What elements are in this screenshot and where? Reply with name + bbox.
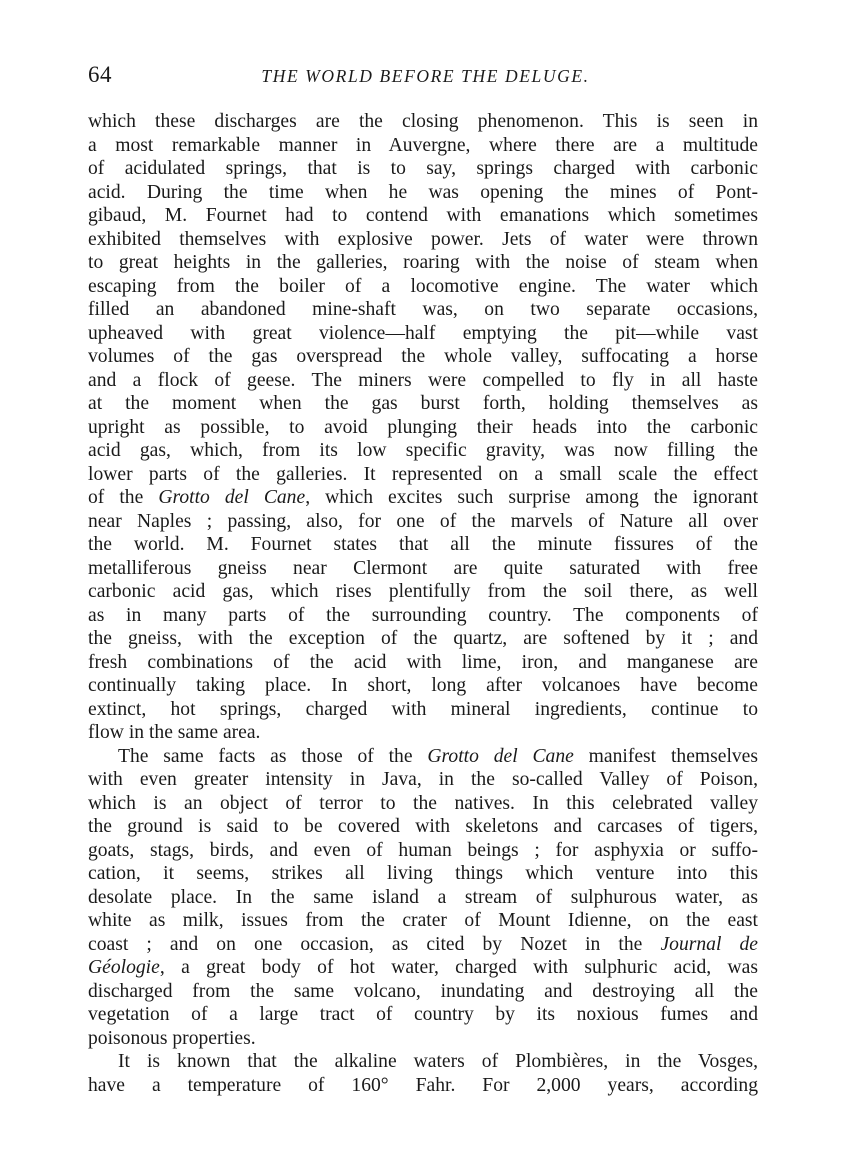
text-line: It is known that the alkaline waters of Plombières, in the Vosges, — [118, 1051, 758, 1072]
text-line: desolate place. In the same island a stream of sulphurous water, as — [88, 886, 758, 908]
text-line: carbonic acid gas, which rises plentifully from the soil there, as well — [88, 581, 758, 602]
text-line: continually taking place. In short, long after volcanoes have become — [88, 675, 758, 696]
running-head — [88, 62, 763, 92]
text-line: coast ; and on one occasion, as cited by Nozet in the Journal de — [88, 933, 758, 955]
text-line: fresh combinations of the acid with lime, iron, and manganese are — [88, 651, 758, 673]
text-line: acid. During the time when he was opening the mines of Pont- — [88, 181, 758, 203]
text-line: The same facts as those of the Grotto del Cane manifest themselves — [118, 745, 759, 767]
text-line: which is an object of terror to the natives. In this celebrated valley — [88, 792, 758, 814]
text-line: extinct, hot springs, charged with mineral ingredients, continue to — [88, 698, 758, 720]
page-number: 64 — [88, 62, 112, 87]
text-line: poisonous properties. — [88, 1027, 256, 1049]
text-line: flow in the same area. — [88, 722, 261, 743]
text-line: and a flock of geese. The miners were compelled to fly in all haste — [88, 369, 758, 391]
text-line: lower parts of the galleries. It represented on a small scale the effect — [88, 463, 758, 485]
text-line: the gneiss, with the exception of the quartz, are softened by it ; and — [88, 628, 758, 649]
text-line: at the moment when the gas burst forth, holding themselves as — [88, 393, 758, 414]
text-line: volumes of the gas overspread the whole valley, suffocating a horse — [88, 346, 758, 367]
running-title: THE WORLD BEFORE THE DELUGE. — [261, 66, 590, 86]
text-line: cation, it seems, strikes all living things which venture into this — [88, 863, 758, 884]
text-line: to great heights in the galleries, roaring with the noise of steam when — [88, 252, 758, 273]
text-line: gibaud, M. Fournet had to contend with emanations which sometimes — [88, 205, 758, 226]
text-line: goats, stags, birds, and even of human beings ; for asphyxia or suffo- — [88, 839, 758, 861]
text-line: upright as possible, to avoid plunging their heads into the carbonic — [88, 416, 758, 438]
text-line: escaping from the boiler of a locomotive engine. The water which — [88, 275, 758, 297]
text-line: white as milk, issues from the crater of Mount Idienne, on the east — [88, 910, 758, 931]
body-text — [88, 110, 758, 1097]
text-line: of the Grotto del Cane, which excites such surprise among the ignorant — [88, 487, 759, 508]
text-line: of acidulated springs, that is to say, springs charged with carbonic — [88, 158, 758, 179]
text-line: vegetation of a large tract of country by its noxious fumes and — [88, 1004, 758, 1025]
text-line: upheaved with great violence—half emptying the pit—while vast — [88, 322, 758, 344]
text-line: metalliferous gneiss near Clermont are quite saturated with free — [88, 557, 758, 579]
text-line: which these discharges are the closing phenomenon. This is seen in — [88, 111, 758, 132]
text-line: as in many parts of the surrounding country. The components of — [88, 604, 758, 626]
text-line: discharged from the same volcano, inundating and destroying all the — [88, 980, 758, 1002]
text-line: Géologie, a great body of hot water, charged with sulphuric acid, was — [88, 957, 758, 978]
text-line: have a temperature of 160° Fahr. For 2,000 years, according — [88, 1074, 758, 1096]
text-line: acid gas, which, from its low specific gravity, was now filling the — [88, 440, 758, 461]
text-line: near Naples ; passing, also, for one of the marvels of Nature all over — [88, 510, 758, 532]
text-line: the world. M. Fournet states that all the minute fissures of the — [88, 534, 758, 555]
text-line: the ground is said to be covered with skeletons and carcases of tigers, — [88, 816, 758, 837]
text-line: filled an abandoned mine-shaft was, on two separate occasions, — [88, 299, 758, 320]
text-line: with even greater intensity in Java, in the so-called Valley of Poison, — [88, 769, 758, 790]
text-line: exhibited themselves with explosive power. Jets of water were thrown — [88, 228, 758, 250]
text-line: a most remarkable manner in Auvergne, where there are a multitude — [88, 134, 758, 156]
